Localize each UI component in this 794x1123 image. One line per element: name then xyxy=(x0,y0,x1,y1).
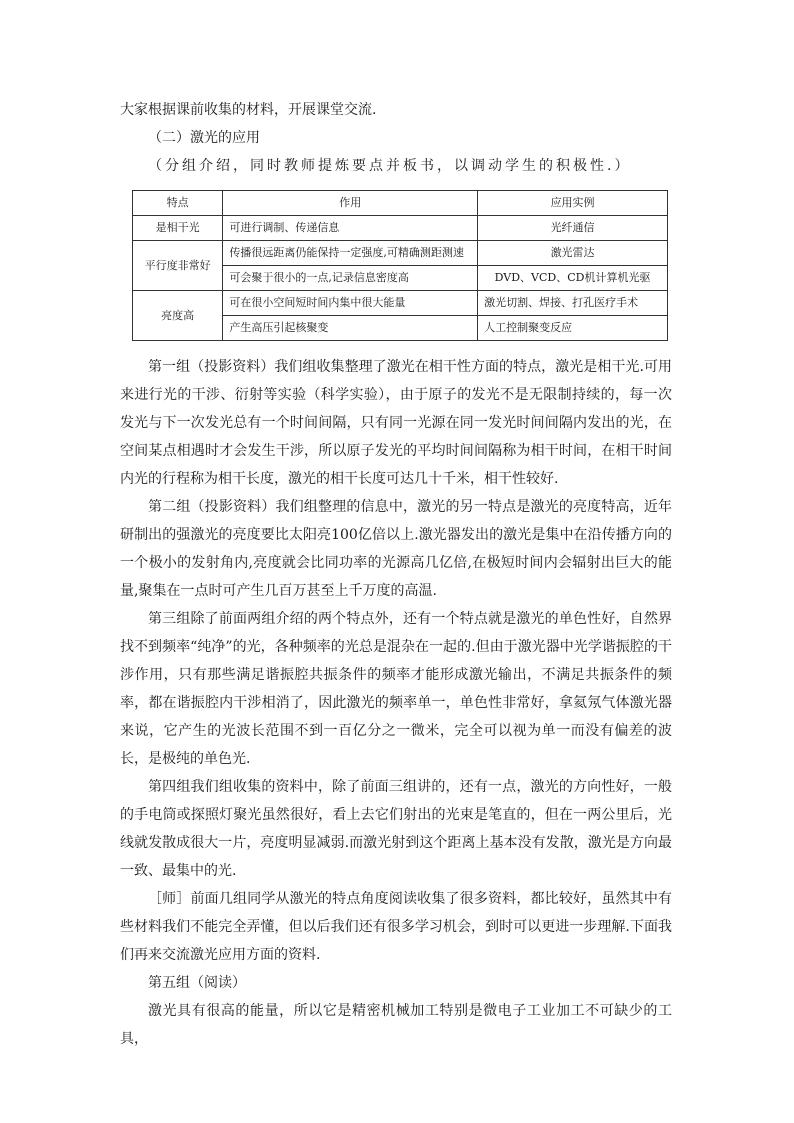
paragraph-group-2: 第二组（投影资料）我们组整理的信息中，激光的另一特点是激光的亮度特高，近年研制出的强激光的亮度要比太阳亮100亿倍以上.激光器发出的激光是集中在沿传播方向的一个极小的发射角内,亮度就会比同功率的光源高几亿倍,在极短时间内会辐射出巨大的能量,聚集在一点时可产生几百万甚至上千万度的高温. xyxy=(120,499,672,599)
effect-cell: 产生高压引起核聚变 xyxy=(223,316,478,341)
effect-cell: 传播很远距离仍能保持一定强度,可精确测距测速 xyxy=(223,241,478,266)
example-cell: DVD、VCD、CD机计算机光驱 xyxy=(478,266,668,291)
paragraph-group-3: 第三组除了前面两组介绍的两个特点外，还有一个特点就是激光的单色性好，自然界找不到频率“纯净”的光，各种频率的光总是混杂在一起的.但由于激光器中光学谐振腔的干涉作用，只有那些满足谐振腔共振条件的频率才能形成激光输出，不满足共振条件的频率，都在谐振腔内干涉相消了，因此激光的频率单一，单色性非常好，拿氦氖气体激光器来说，它产生的光波长范围不到一百亿分之一微米，完全可以视为单一而没有偏差的波长，是极纯的单色光. xyxy=(120,611,672,767)
table-header-cell: 特点 xyxy=(133,191,223,216)
example-cell: 人工控制聚变反应 xyxy=(478,316,668,341)
effect-cell: 可在很小空间短时间内集中很大能量 xyxy=(223,291,478,316)
instruction-line: （分组介绍，同时教师提炼要点并板书，以调动学生的积极性.） xyxy=(148,158,632,174)
laser-features-table xyxy=(132,190,668,341)
feature-cell: 亮度高 xyxy=(133,291,223,341)
table-row xyxy=(133,216,668,241)
paragraph-group-4: 第四组我们组收集的资料中，除了前面三组讲的，还有一点，激光的方向性好，一般的手电筒或探照灯聚光虽然很好，看上去它们射出的光束是笔直的，但在一两公里后，光线就发散成很大一片，亮度明显减弱.而激光射到这个距离上基本没有发散，激光是方向最一致、最集中的光. xyxy=(120,779,672,879)
paragraph-group-5-heading: 第五组（阅读） xyxy=(148,975,246,991)
table-row xyxy=(133,241,668,266)
example-cell: 光纤通信 xyxy=(478,216,668,241)
paragraph-group-5-text: 激光具有很高的能量，所以它是精密机械加工特别是微电子工业加工不可缺少的工具， xyxy=(120,1003,672,1047)
table-header-row xyxy=(133,191,668,216)
table-row xyxy=(133,291,668,316)
example-cell: 激光切割、焊接、打孔医疗手术 xyxy=(478,291,668,316)
table-header-cell: 作用 xyxy=(223,191,478,216)
effect-cell: 可进行调制、传递信息 xyxy=(223,216,478,241)
example-cell: 激光雷达 xyxy=(478,241,668,266)
document-page xyxy=(120,96,672,1053)
intro-line: 大家根据课前收集的材料，开展课堂交流. xyxy=(120,102,377,118)
effect-cell: 可会聚于很小的一点,记录信息密度高 xyxy=(223,266,478,291)
table-header-cell: 应用实例 xyxy=(478,191,668,216)
section-heading: （二）激光的应用 xyxy=(148,130,260,146)
paragraph-group-1: 第一组（投影资料）我们组收集整理了激光在相干性方面的特点，激光是相干光.可用来进行光的干涉、衍射等实验（科学实验），由于原子的发光不是无限制持续的，每一次发光与下一次发光总有一个时间间隔，只有同一光源在同一发光时间间隔内发出的光，在空间某点相遇时才会发生干涉，所以原子发光的平均时间间隔称为相干时间，在相干时间内光的行程称为相干长度，激光的相干长度可达几十千米，相干性较好. xyxy=(120,359,672,487)
feature-cell: 是相干光 xyxy=(133,216,223,241)
feature-cell: 平行度非常好 xyxy=(133,241,223,291)
paragraph-teacher: ［师］前面几组同学从激光的特点角度阅读收集了很多资料，都比较好，虽然其中有些材料我们不能完全弄懂，但以后我们还有很多学习机会，到时可以更进一步理解.下面我们再来交流激光应用方面的资料. xyxy=(120,891,672,963)
